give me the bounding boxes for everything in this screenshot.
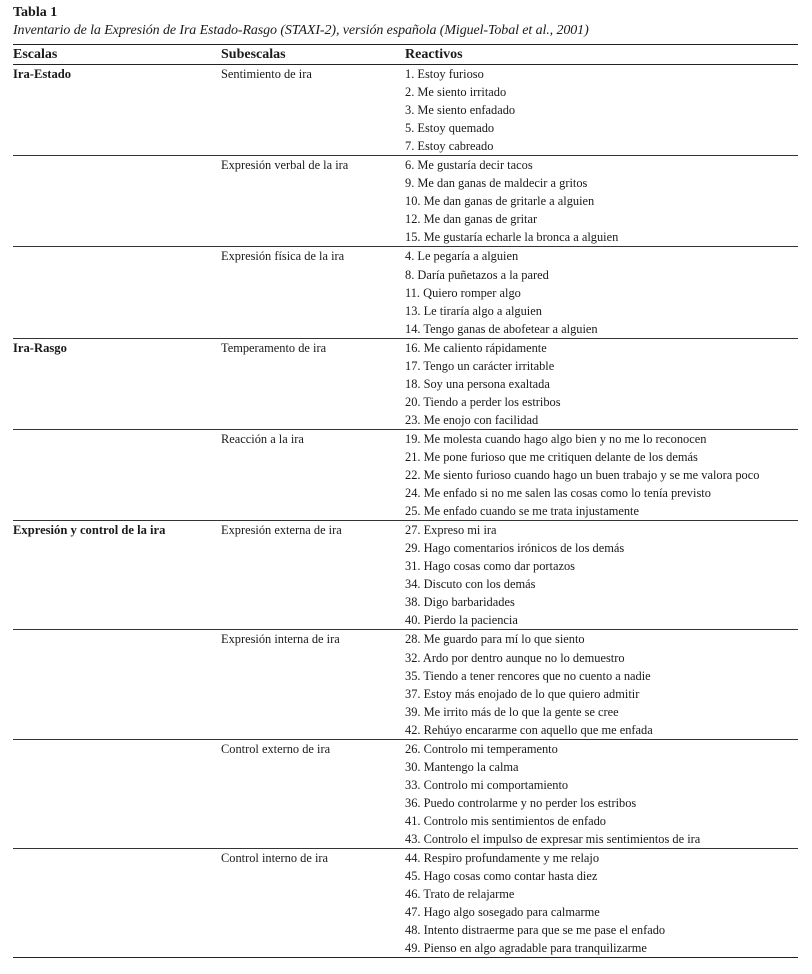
reactivo-item: 9. Me dan ganas de maldecir a gritos <box>405 176 588 191</box>
reactivo-item: 42. Rehúyo encararme con aquello que me enfada <box>405 722 653 737</box>
reactivo-item: 8. Daría puñetazos a la pared <box>405 267 549 282</box>
reactivo-item: 31. Hago cosas como dar portazos <box>405 559 575 574</box>
escala-cell <box>13 739 221 848</box>
reactivos-cell <box>405 338 798 429</box>
staxi-table <box>13 44 798 958</box>
subescala-cell: Temperamento de ira <box>221 340 327 355</box>
reactivo-item: 18. Soy una persona exaltada <box>405 376 550 391</box>
reactivo-item: 46. Trato de relajarme <box>405 887 515 902</box>
escala-cell <box>13 429 221 520</box>
subescala-cell: Expresión verbal de la ira <box>221 158 349 173</box>
reactivos-cell <box>405 247 798 338</box>
reactivo-item: 3. Me siento enfadado <box>405 103 516 118</box>
reactivo-item: 29. Hago comentarios irónicos de los demás <box>405 541 625 556</box>
reactivos-list <box>405 156 798 246</box>
reactivo-item: 37. Estoy más enojado de lo que quiero admitir <box>405 686 640 701</box>
table-number: Tabla 1 <box>13 5 58 20</box>
reactivo-item: 5. Estoy quemado <box>405 121 495 136</box>
column-header-reactivos: Reactivos <box>405 46 463 62</box>
subescala-cell: Control interno de ira <box>221 851 329 866</box>
reactivos-list <box>405 247 798 337</box>
reactivos-cell <box>405 429 798 520</box>
escala-cell <box>13 849 221 958</box>
reactivo-item: 10. Me dan ganas de gritarle a alguien <box>405 194 595 209</box>
subescala-cell: Expresión interna de ira <box>221 632 340 647</box>
reactivo-item: 44. Respiro profundamente y me relajo <box>405 851 600 866</box>
reactivo-item: 19. Me molesta cuando hago algo bien y no me lo reconocen <box>405 431 707 446</box>
escala-cell <box>13 630 221 739</box>
reactivo-item: 12. Me dan ganas de gritar <box>405 212 538 227</box>
reactivo-item: 32. Ardo por dentro aunque no lo demuestro <box>405 650 625 665</box>
escala-cell: Expresión y control de la ira <box>13 523 166 538</box>
reactivo-item: 13. Le tiraría algo a alguien <box>405 303 542 318</box>
table-row <box>13 630 798 739</box>
reactivo-item: 4. Le pegaría a alguien <box>405 249 519 264</box>
reactivo-item: 38. Digo barbaridades <box>405 595 515 610</box>
reactivo-item: 7. Estoy cabreado <box>405 139 494 154</box>
reactivo-item: 26. Controlo mi temperamento <box>405 741 558 756</box>
reactivo-item: 14. Tengo ganas de abofetear a alguien <box>405 321 598 336</box>
reactivo-item: 49. Pienso en algo agradable para tranquilizarme <box>405 941 647 956</box>
table-row <box>13 247 798 338</box>
reactivo-item: 30. Mantengo la calma <box>405 759 519 774</box>
reactivo-item: 21. Me pone furioso que me critiquen delante de los demás <box>405 449 698 464</box>
reactivo-item: 45. Hago cosas como contar hasta diez <box>405 869 598 884</box>
reactivo-item: 20. Tiendo a perder los estribos <box>405 394 561 409</box>
reactivo-item: 15. Me gustaría echarle la bronca a alguien <box>405 230 619 245</box>
column-header-escalas: Escalas <box>13 46 58 62</box>
table-row <box>13 849 798 958</box>
reactivo-item: 48. Intento distraerme para que se me pase el enfado <box>405 923 666 938</box>
reactivos-cell <box>405 849 798 958</box>
reactivo-item: 47. Hago algo sosegado para calmarme <box>405 905 600 920</box>
subescala-cell: Reacción a la ira <box>221 431 304 446</box>
reactivo-item: 25. Me enfado cuando se me trata injustamente <box>405 504 639 519</box>
reactivos-cell <box>405 521 798 630</box>
reactivos-list <box>405 65 798 155</box>
table-header-row <box>13 45 798 65</box>
reactivos-cell <box>405 65 798 156</box>
table-row <box>13 521 798 630</box>
reactivos-list <box>405 430 798 520</box>
reactivo-item: 40. Pierdo la paciencia <box>405 613 518 628</box>
table-row <box>13 739 798 848</box>
reactivo-item: 27. Expreso mi ira <box>405 523 497 538</box>
subescala-cell: Expresión física de la ira <box>221 249 345 264</box>
reactivo-item: 41. Controlo mis sentimientos de enfado <box>405 813 606 828</box>
reactivo-item: 16. Me caliento rápidamente <box>405 340 547 355</box>
table-row <box>13 429 798 520</box>
escala-cell: Ira-Estado <box>13 67 72 81</box>
reactivos-list <box>405 740 798 848</box>
reactivo-item: 1. Estoy furioso <box>405 67 484 81</box>
reactivos-cell <box>405 156 798 247</box>
subescala-cell: Control externo de ira <box>221 741 331 756</box>
reactivos-list <box>405 849 798 957</box>
reactivo-item: 35. Tiendo a tener rencores que no cuento a nadie <box>405 668 651 683</box>
escala-cell <box>13 247 221 338</box>
column-header-subescalas: Subescalas <box>221 46 286 62</box>
reactivo-item: 6. Me gustaría decir tacos <box>405 158 533 173</box>
reactivo-item: 33. Controlo mi comportamiento <box>405 777 569 792</box>
escala-cell <box>13 156 221 247</box>
reactivo-item: 34. Discuto con los demás <box>405 577 536 592</box>
subescala-cell: Expresión externa de ira <box>221 523 342 538</box>
reactivos-list <box>405 521 798 629</box>
reactivos-list <box>405 630 798 738</box>
reactivo-item: 24. Me enfado si no me salen las cosas como lo tenía previsto <box>405 486 711 501</box>
reactivo-item: 28. Me guardo para mí lo que siento <box>405 632 585 647</box>
reactivo-item: 23. Me enojo con facilidad <box>405 412 539 427</box>
reactivos-cell <box>405 739 798 848</box>
table-row <box>13 65 798 156</box>
reactivos-cell <box>405 630 798 739</box>
table-row <box>13 156 798 247</box>
reactivo-item: 39. Me irrito más de lo que la gente se cree <box>405 704 619 719</box>
reactivo-item: 11. Quiero romper algo <box>405 285 521 300</box>
reactivo-item: 22. Me siento furioso cuando hago un buen trabajo y se me valora poco <box>405 468 760 483</box>
reactivo-item: 2. Me siento irritado <box>405 85 507 100</box>
reactivo-item: 36. Puedo controlarme y no perder los estribos <box>405 795 637 810</box>
table-caption: Inventario de la Expresión de Ira Estado-Rasgo (STAXI-2), versión española (Miguel-Tobal et al., 2001) <box>13 23 589 38</box>
reactivo-item: 17. Tengo un carácter irritable <box>405 358 555 373</box>
subescala-cell: Sentimiento de ira <box>221 67 312 81</box>
table-row <box>13 338 798 429</box>
table-body <box>13 65 798 958</box>
reactivos-list <box>405 339 798 429</box>
reactivo-item: 43. Controlo el impulso de expresar mis sentimientos de ira <box>405 831 701 846</box>
escala-cell: Ira-Rasgo <box>13 340 67 355</box>
